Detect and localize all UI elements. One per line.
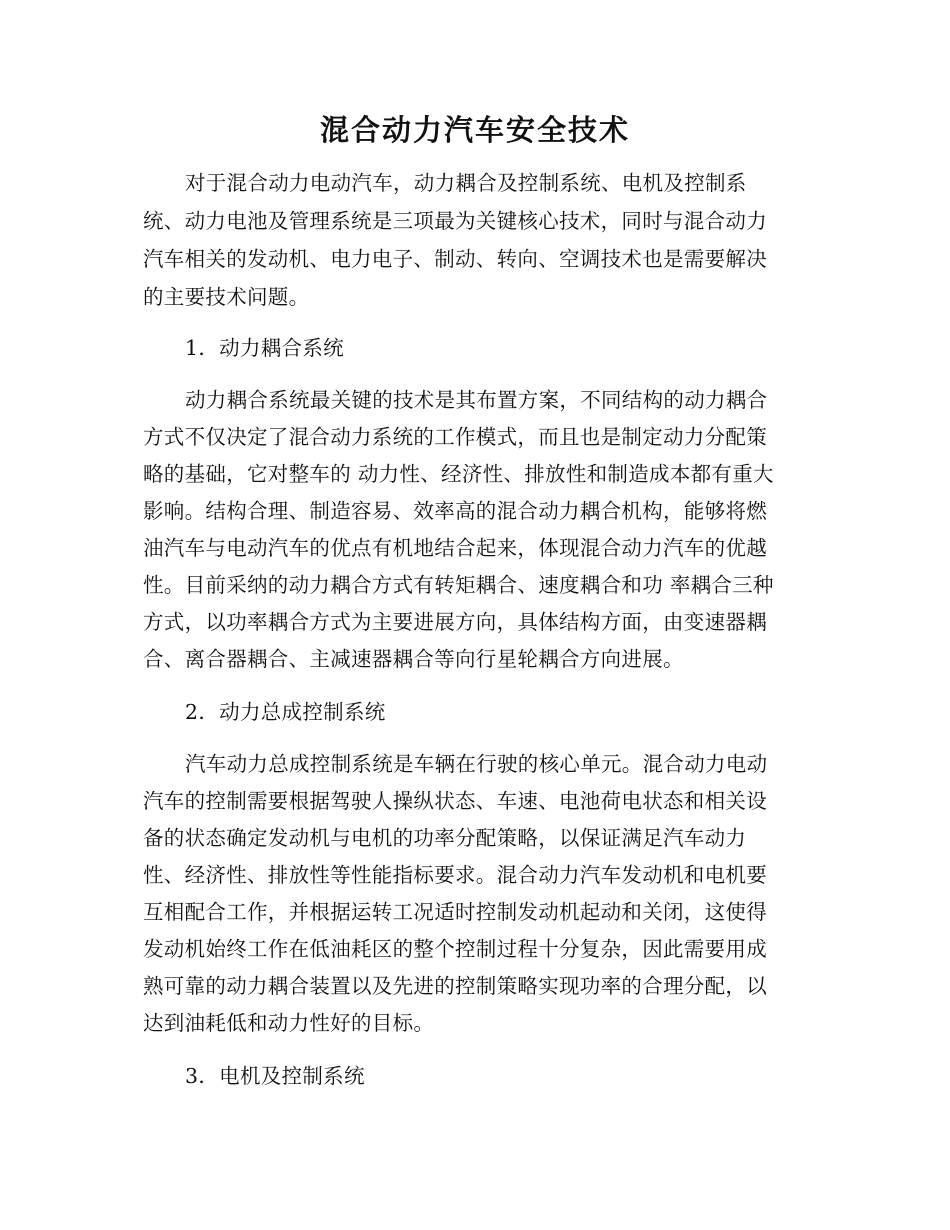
paragraph-line: 合、离合器耦合、主减速器耦合等向行星轮耦合方向进展。 <box>143 647 684 671</box>
section-heading: 1．动力耦合系统 <box>185 336 344 360</box>
paragraph-line: 熟可靠的动力耦合装置以及先进的控制策略实现功率的合理分配，以 <box>143 974 767 998</box>
paragraph-line: 略的基础，它对整车的 动力性、经济性、排放性和制造成本都有重大 <box>143 462 774 486</box>
paragraph-line: 的主要技术问题。 <box>143 285 310 309</box>
paragraph-line: 汽车的控制需要根据驾驶人操纵状态、车速、电池荷电状态和相关设 <box>143 789 767 813</box>
paragraph-line: 互相配合工作，并根据运转工况适时控制发动机起动和关闭，这使得 <box>143 900 767 924</box>
paragraph-line: 方式不仅决定了混合动力系统的工作模式，而且也是制定动力分配策 <box>143 425 767 449</box>
paragraph-line: 油汽车与电动汽车的优点有机地结合起来，体现混合动力汽车的优越 <box>143 536 767 560</box>
document-title: 混合动力汽车安全技术 <box>319 113 630 147</box>
paragraph-line: 方式，以功率耦合方式为主要进展方向，具体结构方面，由变速器耦 <box>143 610 767 634</box>
section-heading: 2．动力总成控制系统 <box>185 700 386 724</box>
section-heading: 3．电机及控制系统 <box>185 1064 365 1088</box>
paragraph-line: 动力耦合系统最关键的技术是其布置方案，不同结构的动力耦合 <box>185 388 768 412</box>
paragraph-line: 汽车动力总成控制系统是车辆在行驶的核心单元。混合动力电动 <box>185 752 768 776</box>
paragraph-line: 性。目前采纳的动力耦合方式有转矩耦合、速度耦合和功 率耦合三种 <box>143 573 774 597</box>
paragraph-line: 发动机始终工作在低油耗区的整个控制过程十分复杂，因此需要用成 <box>143 937 767 961</box>
paragraph-line: 对于混合动力电动汽车，动力耦合及控制系统、电机及控制系 <box>185 171 747 195</box>
paragraph-line: 达到油耗低和动力性好的目标。 <box>143 1011 435 1035</box>
paragraph-line: 性、经济性、排放性等性能指标要求。混合动力汽车发动机和电机要 <box>143 863 767 887</box>
paragraph-line: 汽车相关的发动机、电力电子、制动、转向、空调技术也是需要解决 <box>143 247 767 271</box>
paragraph-line: 影响。结构合理、制造容易、效率高的混合动力耦合机构，能够将燃 <box>143 499 767 523</box>
paragraph-line: 备的状态确定发动机与电机的功率分配策略，以保证满足汽车动力 <box>143 826 747 850</box>
paragraph-line: 统、动力电池及管理系统是三项最为关键核心技术，同时与混合动力 <box>143 209 767 233</box>
